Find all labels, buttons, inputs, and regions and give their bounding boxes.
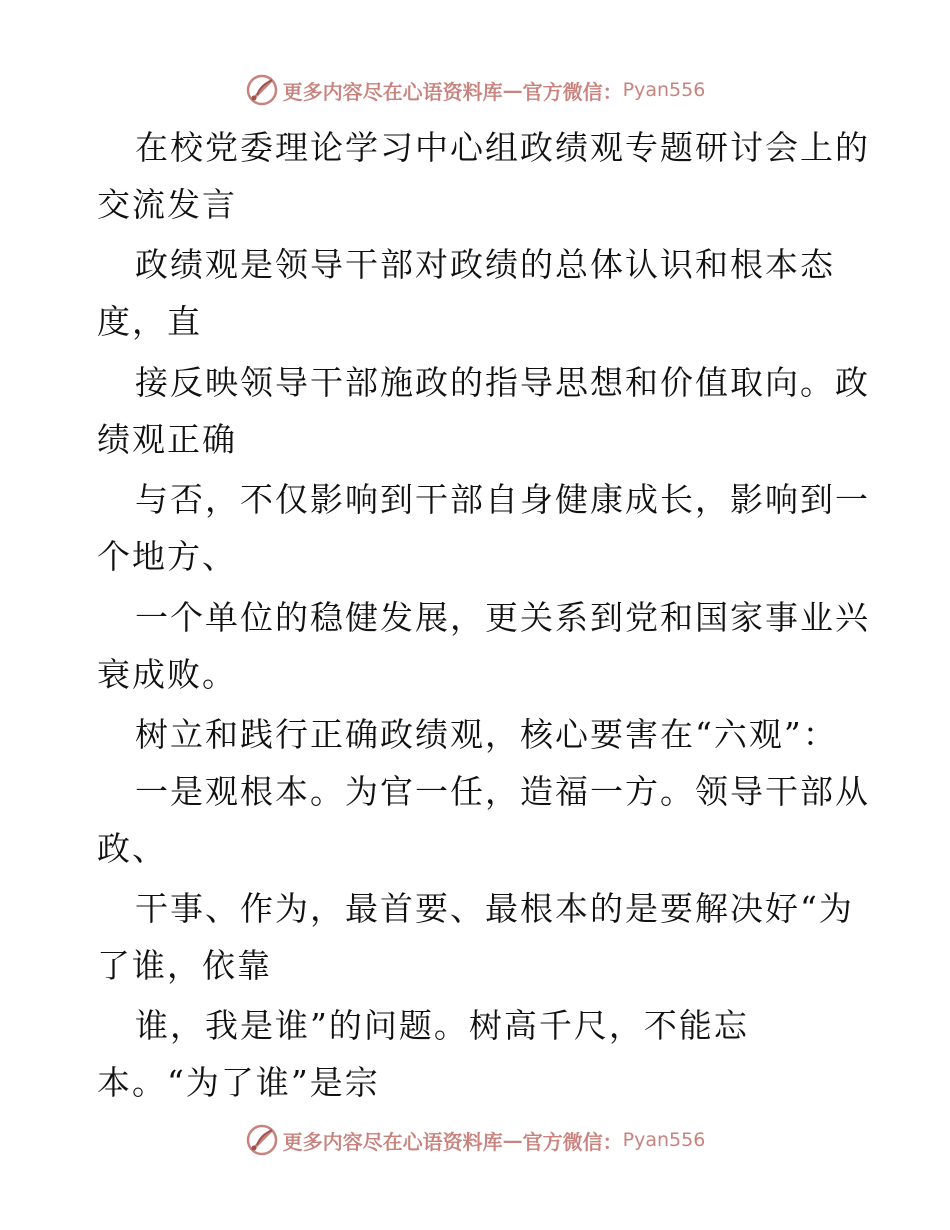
header-wechat-label: 官方微信：	[522, 79, 623, 104]
body-line-11: 树立和践行正确政绩观，核心要害在“六观”：	[135, 715, 838, 754]
header-dash: —	[502, 78, 523, 102]
footer-wechat-label: 官方微信：	[522, 1129, 623, 1154]
footer-watermark	[0, 1120, 950, 1160]
header-brand-text: 更多内容尽在心语资料库	[282, 79, 503, 104]
body-line-1: 在校党委理论学习中心组政绩观专题研讨会上的	[135, 128, 870, 167]
body-line-3: 政绩观是领导干部对政绩的总体认识和根本态	[135, 245, 835, 284]
body-line-17: 本。“为了谁”是宗	[97, 1063, 380, 1102]
body-line-12: 一是观根本。为官一任，造福一方。领导干部从	[135, 772, 870, 811]
footer-brand-text: 更多内容尽在心语资料库	[282, 1129, 503, 1154]
body-line-16: 谁，我是谁”的问题。树高千尺，不能忘	[135, 1006, 749, 1045]
quill-logo-icon	[245, 1123, 279, 1157]
footer-dash: —	[502, 1128, 523, 1152]
footer-wechat-id: Pyan556	[622, 1129, 706, 1151]
body-line-2: 交流发言	[97, 185, 237, 224]
body-line-8: 个地方、	[97, 537, 237, 576]
body-line-6: 绩观正确	[97, 420, 237, 459]
body-line-5: 接反映领导干部施政的指导思想和价值取向。政	[135, 363, 870, 402]
header-watermark	[0, 70, 950, 110]
body-line-4: 度，直	[97, 302, 202, 341]
body-line-7: 与否，不仅影响到干部自身健康成长，影响到一	[135, 480, 870, 519]
body-line-14: 干事、作为，最首要、最根本的是要解决好“为	[135, 889, 854, 928]
quill-logo-icon	[245, 73, 279, 107]
body-line-15: 了谁，依靠	[97, 946, 272, 985]
body-line-9: 一个单位的稳健发展，更关系到党和国家事业兴	[135, 598, 870, 637]
header-wechat-id: Pyan556	[622, 79, 706, 101]
body-line-10: 衰成败。	[97, 655, 237, 694]
body-line-13: 政、	[97, 829, 167, 868]
